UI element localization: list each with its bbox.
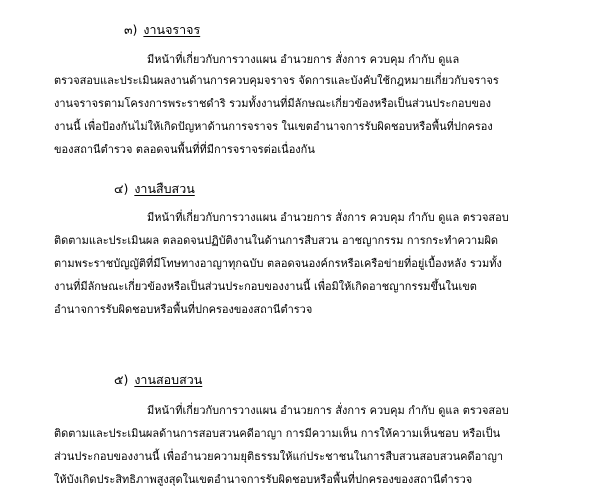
paragraph-line: อำนาจการรับผิดชอบหรือพื้นที่ปกครองของสถานีตำรวจ [54, 303, 313, 316]
paragraph-line: งานที่มีลักษณะเกี่ยวข้องหรือเป็นส่วนประกอบของงานนี้ เพื่อมิให้เกิดอาชญากรรมขึ้นในเขต [54, 280, 477, 293]
paragraph-line: ตามพระราชบัญญัติที่มีโทษทางอาญาทุกฉบับ ตลอดจนองค์กรหรือเครือข่ายที่อยู่เบื้องหลัง รวมทั้ง [54, 257, 502, 270]
paragraph-line: ตรวจสอบและประเมินผลงานด้านการควบคุมจราจร จัดการและบังคับใช้กฎหมายเกี่ยวกับจราจร [54, 74, 499, 87]
section-heading-inquiry [114, 372, 202, 388]
paragraph-line: งานนี้ เพื่อป้องกันไม่ให้เกิดปัญหาด้านการจราจร ในเขตอำนาจการรับผิดชอบหรือพื้นที่ปกครอง [54, 120, 493, 133]
section-heading-investigation [114, 181, 195, 197]
paragraph-line: ติดตามและประเมินผลด้านการสอบสวนคดีอาญา การมีความเห็น การให้ความเห็นชอบ หรือเป็น [54, 427, 501, 440]
section-title: งานสืบสวน [134, 181, 195, 196]
section-number: ๓) [124, 22, 138, 37]
paragraph-line: ติดตามและประเมินผล ตลอดจนปฏิบัติงานในด้านการสืบสวน อาชญากรรม การกระทำความผิด [54, 234, 499, 247]
section-number: ๔) [114, 181, 129, 196]
paragraph-line: มีหน้าที่เกี่ยวกับการวางแผน อำนวยการ สั่งการ ควบคุม กำกับ ดูแล ตรวจสอบ [147, 404, 509, 417]
paragraph-line: ส่วนประกอบของงานนี้ เพื่ออำนวยความยุติธรรมให้แก่ประชาชนในการสืบสวนสอบสวนคดีอาญา [54, 450, 504, 463]
paragraph-line: มีหน้าที่เกี่ยวกับการวางแผน อำนวยการ สั่งการ ควบคุม กำกับ ดูแล ตรวจสอบ [147, 211, 509, 224]
section-number: ๕) [114, 372, 129, 387]
paragraph-line: มีหน้าที่เกี่ยวกับการวางแผน อำนวยการ สั่งการ ควบคุม กำกับ ดูแล [147, 53, 460, 66]
paragraph-line: ของสถานีตำรวจ ตลอดจนพื้นที่ที่มีการจราจรต่อเนื่องกัน [54, 143, 315, 156]
paragraph-line: งานจราจรตามโครงการพระราชดำริ รวมทั้งงานที่มีลักษณะเกี่ยวข้องหรือเป็นส่วนประกอบของ [54, 97, 491, 110]
paragraph-line: ให้บังเกิดประสิทธิภาพสูงสุดในเขตอำนาจการรับผิดชอบหรือพื้นที่ปกครองของสถานีตำรวจ [54, 473, 473, 486]
section-title: งานสอบสวน [134, 372, 203, 387]
section-title: งานจราจร [143, 22, 201, 37]
section-heading-traffic [124, 22, 200, 38]
